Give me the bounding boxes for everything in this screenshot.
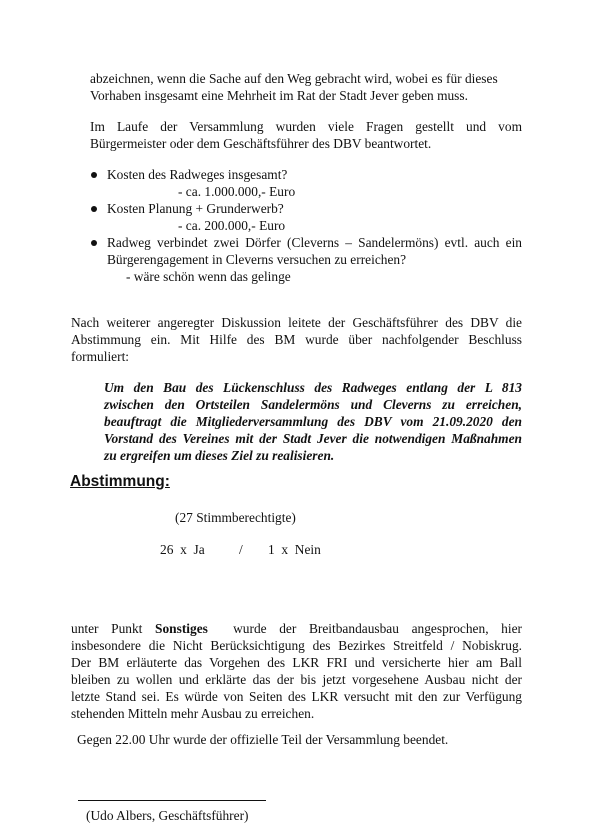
bullet-icon <box>91 240 99 248</box>
answer-text: - ca. 200.000,- Euro <box>178 218 286 233</box>
vote-heading: Abstimmung: <box>70 473 170 490</box>
question-list <box>0 0 591 290</box>
questions-intro-line: Im Laufe der Versammlung wurden viele Fragen gestellt und vom <box>90 119 522 134</box>
vote-no: 1 x Nein <box>268 542 321 557</box>
signature-name: (Udo Albers, Geschäftsführer) <box>86 808 249 823</box>
other-line: insbesondere die Nicht Berücksichtigung des Bezirkes Streitfeld / Nobiskrug. <box>71 638 522 653</box>
other-line <box>71 620 522 637</box>
other-line: Der BM erläuterte das Vorgehen des LKR FRI und versicherte hier am Ball <box>71 655 522 670</box>
resolution-line: beauftragt die Mitgliederversammlung des DBV vom 21.09.2020 den <box>104 414 522 429</box>
other-line: letzte Stand sei. Es würde von Seiten des LKR versucht mit den zur Verfügung <box>71 689 522 704</box>
question-line: Bürgerengagement in Cleverns versuchen zu erreichen? <box>107 252 407 267</box>
question-text: Kosten Planung + Grunderwerb? <box>107 201 284 216</box>
other-line: stehenden Mitteln mehr Ausbau zu erreichen. <box>71 706 315 721</box>
intro-line: abzeichnen, wenn die Sache auf den Weg gebracht wird, wobei es für dieses <box>90 71 498 86</box>
signature-line <box>78 800 266 801</box>
bullet-icon <box>91 206 99 214</box>
resolution-text <box>104 379 522 464</box>
vote-eligible: (27 Stimmberechtigte) <box>175 510 296 525</box>
discussion-line: Abstimmung ein. Mit Hilfe des BM wurde über nachfolgender Beschluss <box>71 332 522 347</box>
other-line-end: wurde der Breitbandausbau angesprochen, hier <box>207 621 522 636</box>
resolution-line: Um den Bau des Lückenschluss des Radweges entlang der L 813 <box>104 380 522 395</box>
other-line-start: unter Punkt <box>71 621 156 636</box>
discussion-line: Nach weiterer angeregter Diskussion leitete der Geschäftsführer des DBV die <box>71 315 522 330</box>
intro-line: Vorhaben insgesamt eine Mehrheit im Rat der Stadt Jever geben muss. <box>90 88 468 103</box>
vote-separator: / <box>239 542 243 557</box>
vote-yes: 26 x Ja <box>160 542 205 557</box>
other-line: bleiben zu wollen und erklärte das der bis jetzt vorgesehene Ausbau nicht der <box>71 672 522 687</box>
bullet-icon <box>91 172 99 180</box>
other-topics-paragraph <box>71 620 522 722</box>
discussion-line: formuliert: <box>71 349 130 364</box>
question-text <box>107 234 522 268</box>
questions-intro-line: Bürgermeister oder dem Geschäftsführer des DBV beantwortet. <box>90 136 432 151</box>
question-line: Radweg verbindet zwei Dörfer (Cleverns – Sandelermöns) evtl. auch ein <box>107 235 522 250</box>
resolution-line: zwischen den Ortsteilen Sandelermöns und Cleverns zu erreichen, <box>104 397 522 412</box>
discussion-paragraph <box>71 314 522 365</box>
resolution-line: Vorstand des Vereines mit der Stadt Jever die notwendigen Maßnahmen <box>104 431 522 446</box>
question-text: Kosten des Radweges insgesamt? <box>107 167 288 182</box>
other-keyword: Sonstiges <box>155 621 208 636</box>
closing-sentence: Gegen 22.00 Uhr wurde der offizielle Teil der Versammlung beendet. <box>77 732 449 747</box>
answer-text: - wäre schön wenn das gelinge <box>126 269 291 284</box>
resolution-line: zu ergreifen um dieses Ziel zu realisieren. <box>104 448 335 463</box>
answer-text: - ca. 1.000.000,- Euro <box>178 184 296 199</box>
